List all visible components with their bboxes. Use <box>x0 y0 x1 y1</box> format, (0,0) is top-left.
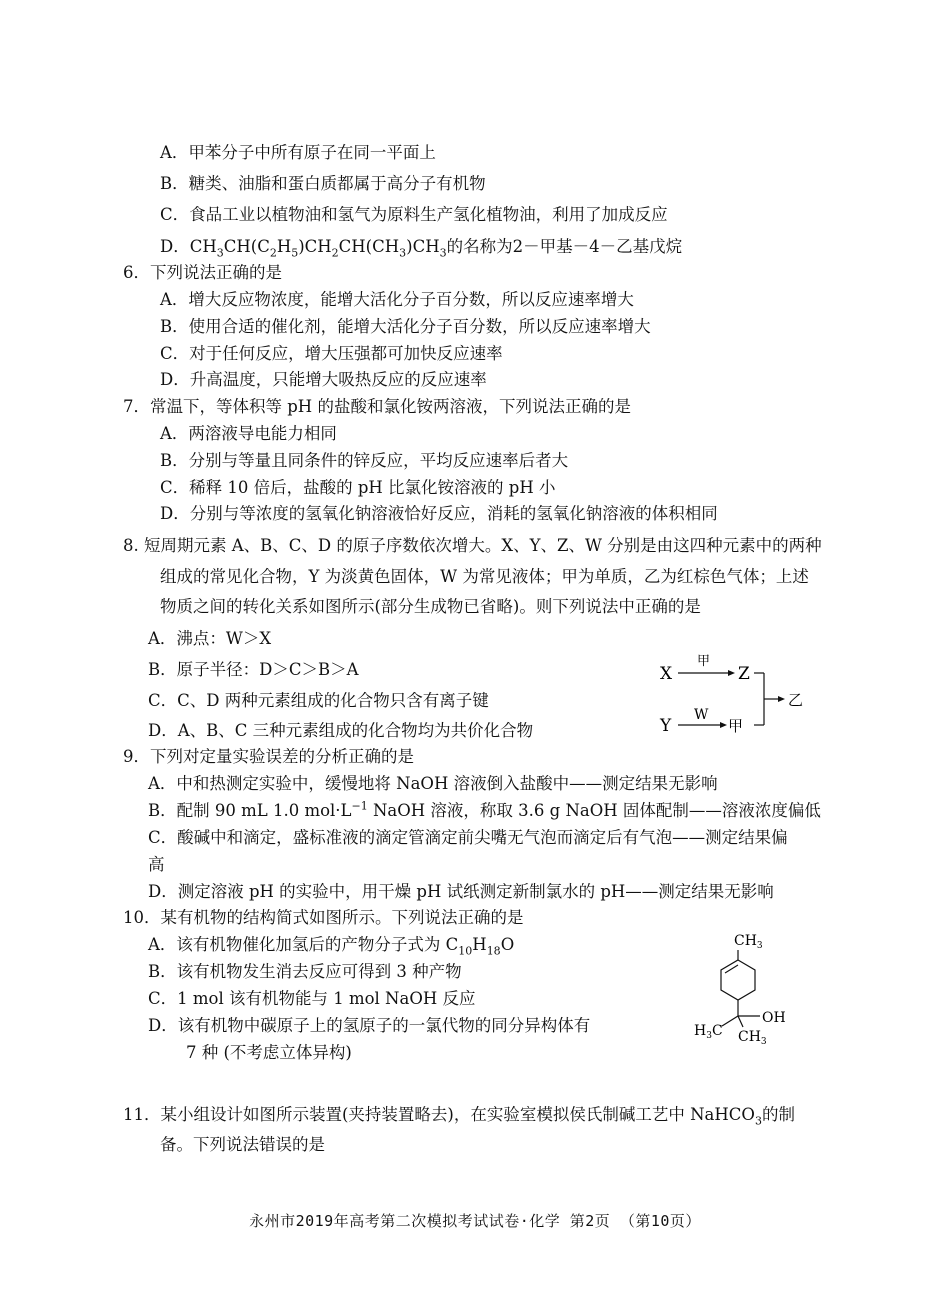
q8-diagram-w-top: W <box>694 707 709 723</box>
q8-diagram-jia-top: 甲 <box>697 654 711 669</box>
q10-ch3-bottom-label: $CH_3$ <box>738 1029 767 1047</box>
q10-option-d-line1: D．该有机物中碳原子上的氢原子的一氯代物的同分异构体有 <box>148 1016 591 1035</box>
q8-stem-line2: 组成的常见化合物，Y 为淡黄色固体，W 为常见液体；甲为单质，乙为红棕色气体；上述 <box>160 567 809 586</box>
q8-stem-line3: 物质之间的转化关系如图所示(部分生成物已省略)。则下列说法中正确的是 <box>160 597 701 616</box>
q9-option-a: A．中和热测定实验中，缓慢地将 NaOH 溶液倒入盐酸中——测定结果无影响 <box>148 774 718 793</box>
q7-option-a: A．两溶液导电能力相同 <box>160 424 337 443</box>
q10-h3c-label: $H_3C$ <box>694 1023 723 1041</box>
q8-conversion-diagram <box>650 645 820 740</box>
q6-stem: 6．下列说法正确的是 <box>123 263 282 282</box>
q8-arrowhead-top <box>728 670 735 676</box>
q8-stem-line1: 8. 短周期元素 A、B、C、D 的原子序数依次增大。X、Y、Z、W 分别是由这四种元素中的两种 <box>123 536 822 555</box>
q8-diagram-z: Z <box>738 664 750 684</box>
q9-stem: 9．下列对定量实验误差的分析正确的是 <box>123 747 414 766</box>
q8-option-c: C．C、D 两种元素组成的化合物只含有离子键 <box>148 691 489 710</box>
q5-option-b: B．糖类、油脂和蛋白质都属于高分子有机物 <box>160 174 486 193</box>
q7-stem: 7．常温下，等体积等 pH 的盐酸和氯化铵两溶液，下列说法正确的是 <box>123 397 631 416</box>
q6-option-b: B．使用合适的催化剂，能增大活化分子百分数，所以反应速率增大 <box>160 317 651 336</box>
q6-option-d: D．升高温度，只能增大吸热反应的反应速率 <box>160 370 487 389</box>
q10-structure-formula <box>688 925 828 1055</box>
q10-option-c: C．1 mol 该有机物能与 1 mol NaOH 反应 <box>148 989 476 1008</box>
q10-oh-label: OH <box>762 1010 786 1026</box>
q10-bond-h3c <box>722 1016 738 1026</box>
q9-option-b: B．配制 90 mL 1.0 $mol\cdot L^{-1}$ NaOH 溶液，称取 3.6 g NaOH 固体配制——溶液浓度偏低 <box>148 799 821 820</box>
q9-option-c-line2: 高 <box>148 855 165 874</box>
q11-stem-line1: 11．某小组设计如图所示装置(夹持装置略去)，在实验室模拟侯氏制碱工艺中 NaHCO$_3$的制 <box>123 1105 795 1128</box>
q8-arrowhead-out <box>778 696 785 702</box>
q5-option-d: D．$CH_3CH(C_2H_5)CH_2CH(CH_3)CH_3$的名称为2－甲基－4－乙基戊烷 <box>160 237 683 260</box>
q8-diagram-yi: 乙 <box>788 691 804 709</box>
q8-diagram-y: Y <box>660 716 672 736</box>
q10-stem: 10．某有机物的结构简式如图所示。下列说法正确的是 <box>123 908 524 927</box>
q10-option-b: B．该有机物发生消去反应可得到 3 种产物 <box>148 962 462 981</box>
q5-option-c: C．食品工业以植物油和氢气为原料生产氢化植物油，利用了加成反应 <box>160 205 668 224</box>
q7-option-b: B．分别与等量且同条件的锌反应，平均反应速率后者大 <box>160 451 569 470</box>
q8-option-d: D．A、B、C 三种元素组成的化合物均为共价化合物 <box>148 721 534 740</box>
q6-option-a: A．增大反应物浓度，能增大活化分子百分数，所以反应速率增大 <box>160 290 634 309</box>
q8-diagram-x: X <box>660 664 673 684</box>
q7-option-d: D．分别与等浓度的氢氧化钠溶液恰好反应，消耗的氢氧化钠溶液的体积相同 <box>160 504 718 523</box>
q8-option-a: A．沸点：W＞X <box>148 629 272 648</box>
page-footer: 永州市2019年高考第二次模拟考试试卷·化学 第2页 （第10页） <box>249 1212 701 1230</box>
q6-option-c: C．对于任何反应，增大压强都可加快反应速率 <box>160 344 503 363</box>
q10-option-a: A．该有机物催化加氢后的产物分子式为 $C_{10}H_{18}O$ <box>148 935 515 958</box>
q10-ring <box>721 960 755 1000</box>
q8-arrowhead-bottom <box>720 722 727 728</box>
q11-stem-line2: 备。下列说法错误的是 <box>160 1135 325 1154</box>
q7-option-c: C．稀释 10 倍后，盐酸的 pH 比氯化铵溶液的 pH 小 <box>160 478 556 497</box>
q10-bond-ch3-bottom <box>738 1016 743 1027</box>
q9-option-c-line1: C．酸碱中和滴定，盛标准液的滴定管滴定前尖嘴无气泡而滴定后有气泡——测定结果偏 <box>148 828 788 847</box>
q10-ch3-top-label: $CH_3$ <box>734 933 763 951</box>
q8-diagram-jia-right: 甲 <box>728 717 744 735</box>
q5-option-a: A．甲苯分子中所有原子在同一平面上 <box>160 143 436 162</box>
q8-option-b: B．原子半径：D＞C＞B＞A <box>148 660 359 679</box>
q10-option-d-line2: 7 种 (不考虑立体异构) <box>186 1043 352 1062</box>
q9-option-d: D．测定溶液 pH 的实验中，用干燥 pH 试纸测定新制氯水的 pH——测定结果无影响 <box>148 882 774 901</box>
